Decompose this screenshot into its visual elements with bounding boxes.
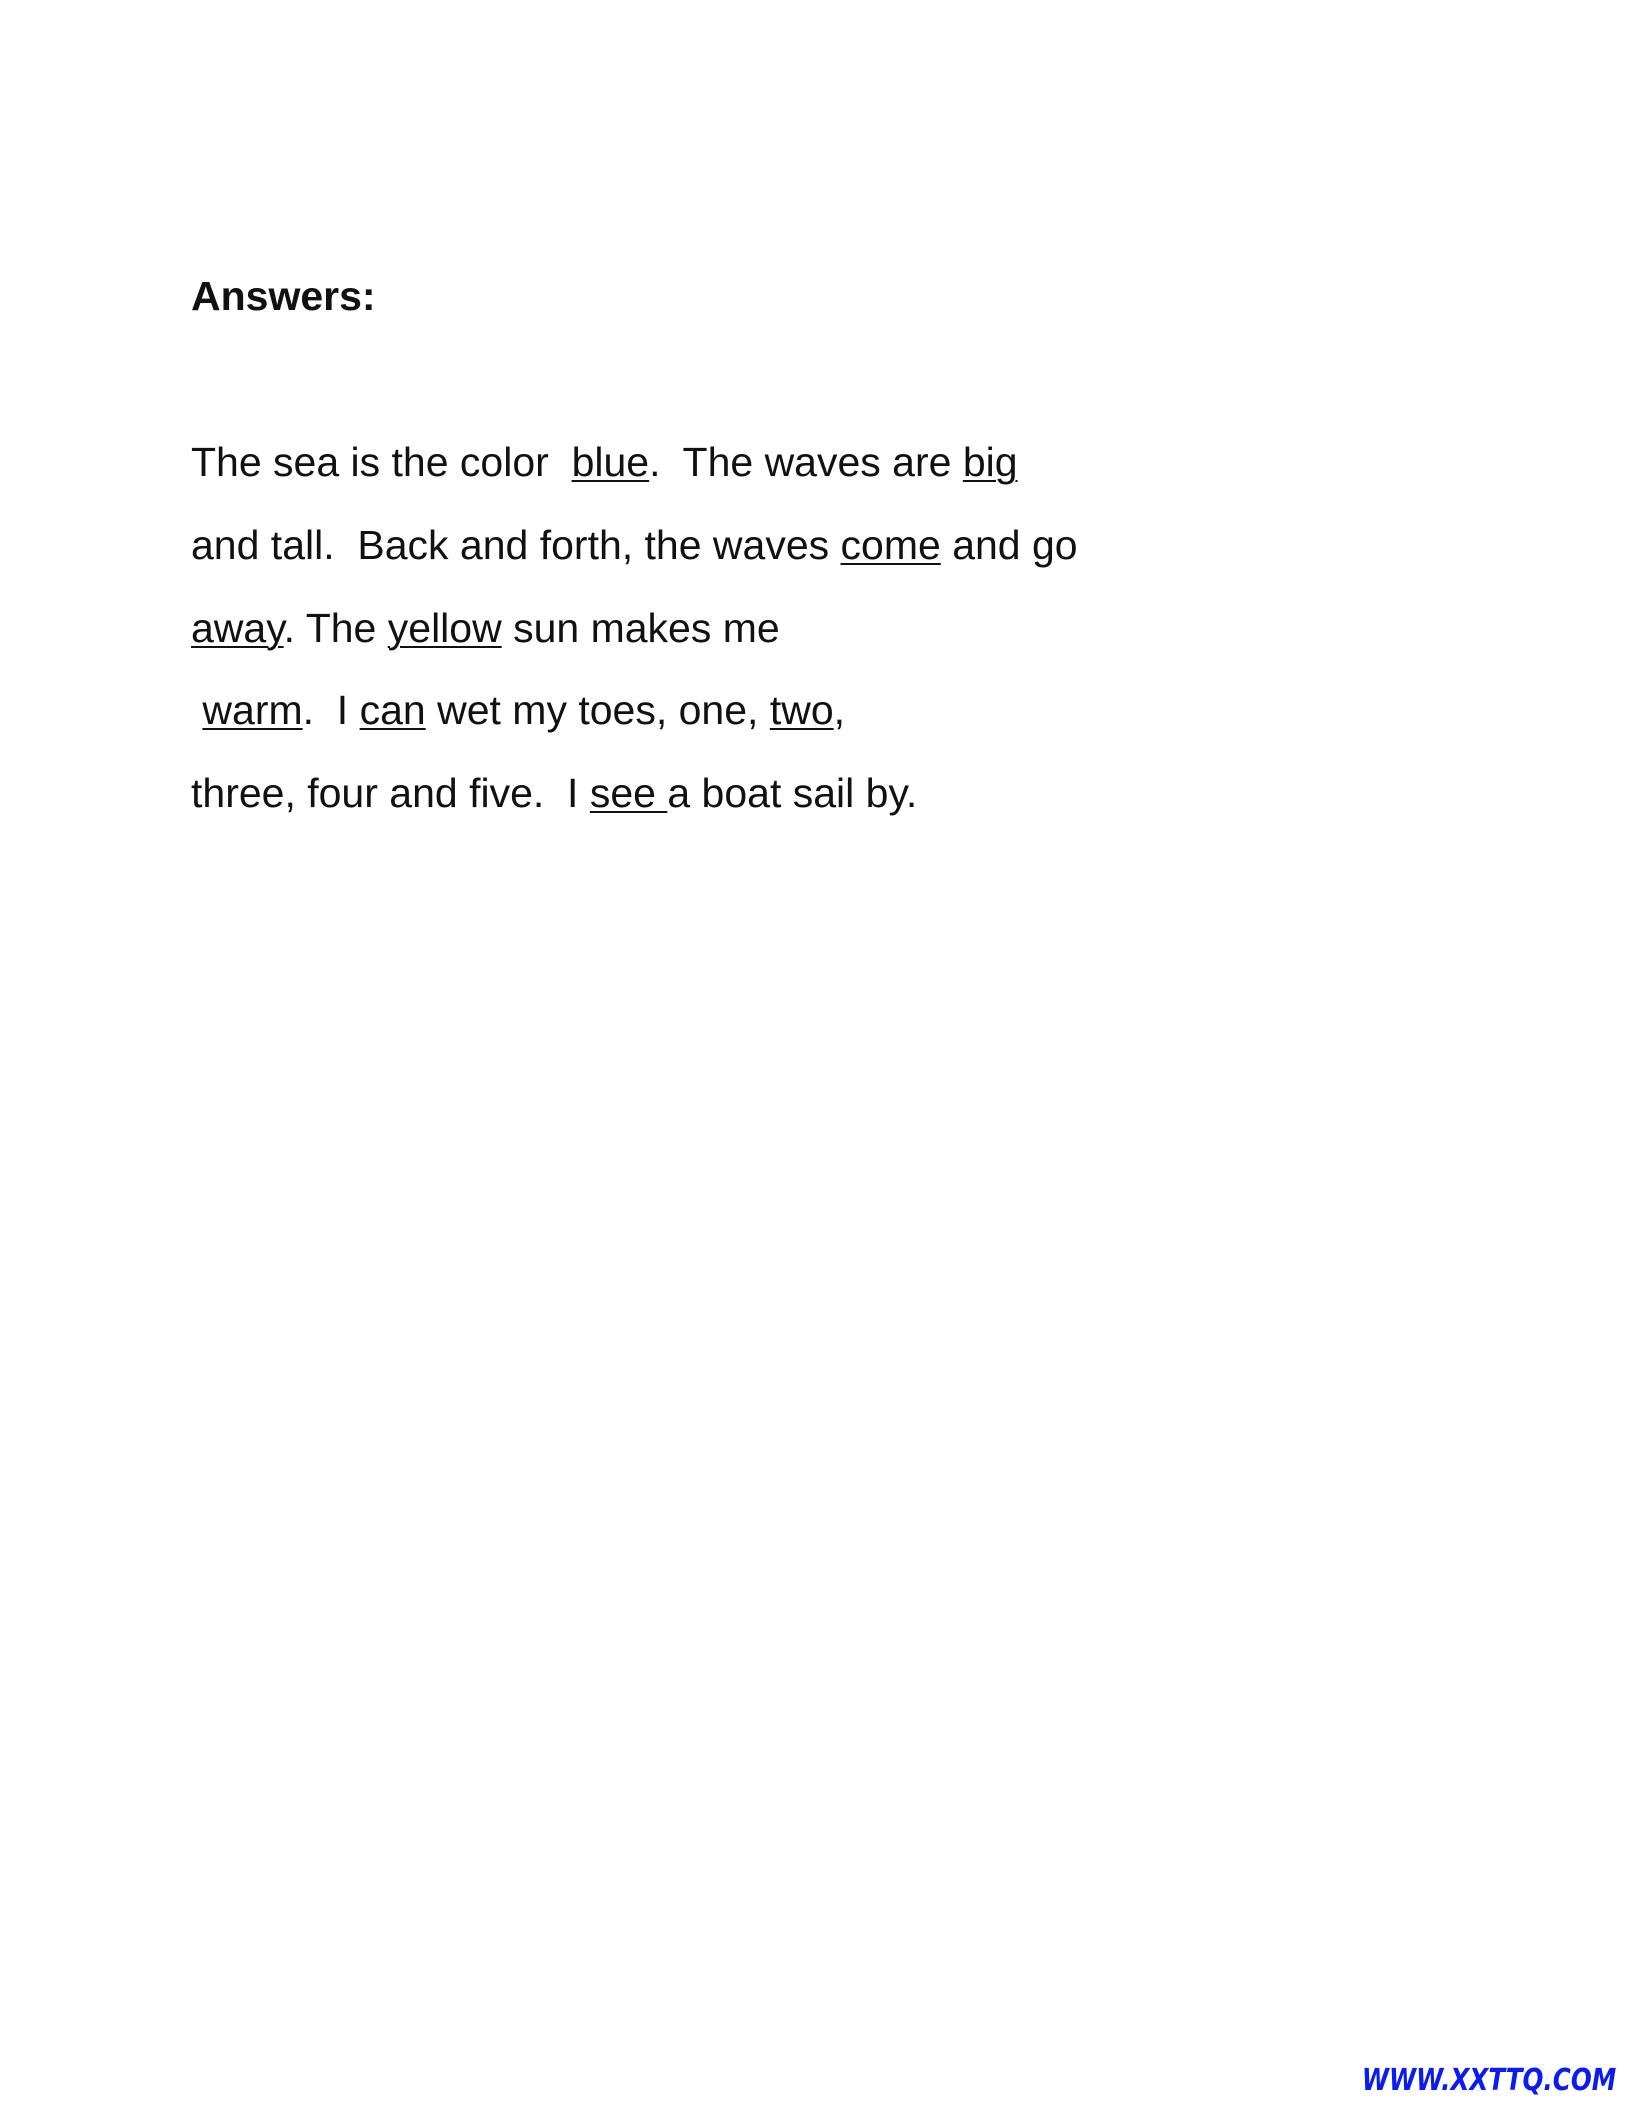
line-text: and tall. Back and forth, the waves <box>191 522 841 568</box>
answer-word-can: can <box>359 687 426 733</box>
answer-word-come: come <box>840 522 941 568</box>
line-text <box>191 687 202 733</box>
answer-word-see: see <box>589 770 668 816</box>
line-text: . The waves are <box>649 439 963 485</box>
passage-line-2 <box>191 521 1078 569</box>
passage-line-4 <box>191 686 845 734</box>
line-text: three, four and five. I <box>191 770 590 816</box>
line-text: a boat sail by. <box>667 770 918 816</box>
answer-word-yellow: yellow <box>387 605 502 651</box>
passage-line-1 <box>191 438 1018 486</box>
answers-heading: Answers: <box>191 273 376 319</box>
line-text: The sea is the color <box>191 439 572 485</box>
passage-line-3 <box>191 604 780 652</box>
answer-word-big: big <box>962 439 1018 485</box>
line-text: sun makes me <box>501 605 780 651</box>
answer-word-two: two <box>769 687 834 733</box>
passage-line-5 <box>191 769 917 817</box>
answer-word-away: away <box>191 605 284 651</box>
answer-word-warm: warm <box>202 687 303 733</box>
answer-word-blue: blue <box>571 439 650 485</box>
line-text: . The <box>283 605 388 651</box>
line-text: . I <box>302 687 360 733</box>
site-watermark-link[interactable]: WWW.XXTTQ.COM <box>1361 2063 1616 2098</box>
line-text: and go <box>940 522 1078 568</box>
line-text: wet my toes, one, <box>425 687 770 733</box>
line-text: , <box>833 687 846 733</box>
